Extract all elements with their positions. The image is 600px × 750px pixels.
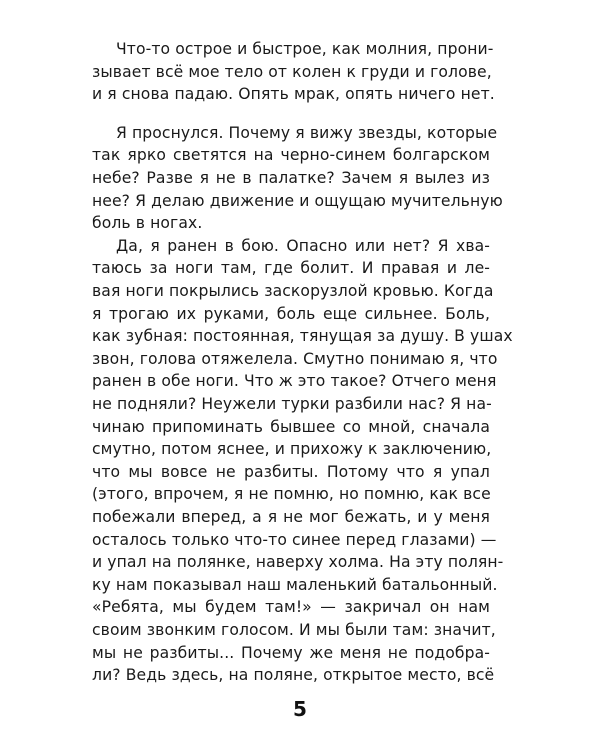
text-line: и я снова падаю. Опять мрак, опять ничего нет.: [92, 85, 495, 104]
text-line: мы не разбиты... Почему же меня не подобра-: [92, 643, 490, 662]
text-line: ли? Ведь здесь, на поляне, открытое место, всё: [92, 666, 495, 685]
text-line: (этого, впрочем, я не помню, но помню, как все: [92, 485, 491, 504]
text-line: своим звонким голосом. И мы были там: значит,: [92, 621, 496, 639]
text-line: ку нам показывал наш маленький батальонный.: [92, 575, 498, 594]
text-line: Я проснулся. Почему я вижу звезды, которые: [116, 123, 498, 142]
text-line: как зубная: постоянная, тянущая за душу. В ушах: [92, 327, 513, 346]
text-line: и упал на полянке, наверху холма. На эту полян-: [92, 553, 504, 572]
text-line: нее? Я делаю движение и ощущаю мучительную: [92, 191, 503, 210]
text-line: чинаю припоминать бывшее со мной, сначала: [92, 417, 490, 436]
text-line: смутно, потом яснее, и прихожу к заключению,: [92, 440, 492, 459]
text-line: «Ребята, мы будем там!» — закричал он нам: [92, 598, 490, 617]
text-line: Да, я ранен в бою. Опасно или нет? Я хва-: [116, 236, 490, 255]
text-line: небе? Разве я не в палатке? Зачем я вылез из: [92, 169, 490, 187]
text-line: Что-то острое и быстрое, как молния, прони-: [116, 40, 494, 58]
text-line: так ярко светятся на черно-синем болгарском: [92, 146, 490, 165]
text-line: не подняли? Неужели турки разбили нас? Я на-: [92, 395, 492, 413]
text-line: зывает всё мое тело от колен к груди и голове,: [92, 62, 492, 81]
text-line: таюсь за ноги там, где болит. И правая и ле-: [92, 259, 490, 278]
text-line: звон, голова отяжелела. Смутно понимаю я, что: [92, 349, 498, 368]
text-line: что мы вовсе не разбиты. Потому что я упал: [92, 462, 490, 481]
text-line: я трогаю их руками, боль еще сильнее. Боль,: [92, 304, 490, 323]
text-line: побежали вперед, а я не мог бежать, и у меня: [92, 508, 490, 526]
text-line: боль в ногах.: [92, 214, 203, 233]
page-number: 5: [293, 696, 307, 721]
text-line: осталось только что-то синее перед глазами) —: [92, 530, 497, 549]
text-line: ранен в обе ноги. Что ж это такое? Отчего меня: [92, 372, 497, 391]
text-line: вая ноги покрылись заскорузлой кровью. Когда: [92, 282, 494, 300]
